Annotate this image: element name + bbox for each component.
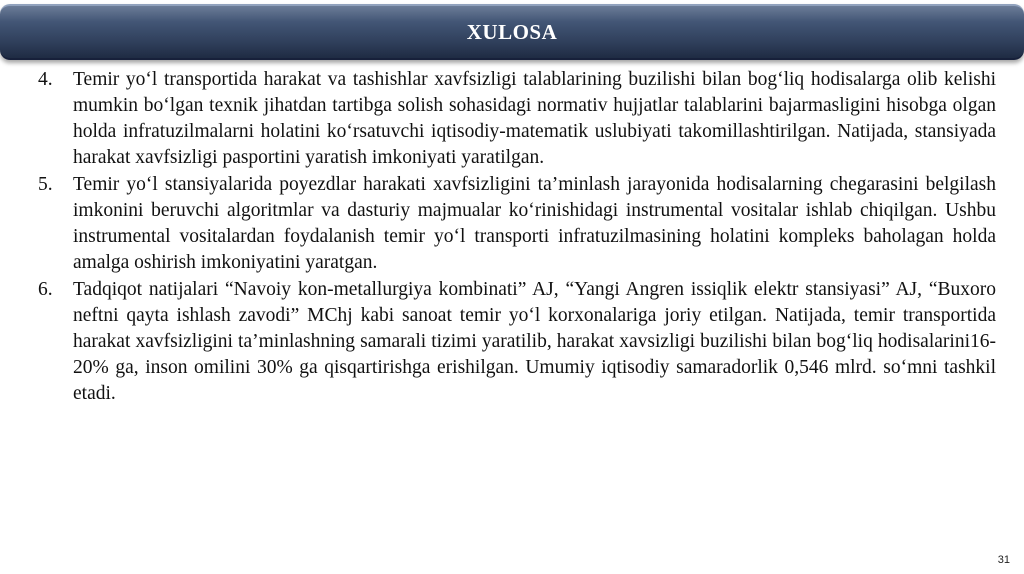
list-item-number: 5.	[38, 174, 53, 195]
page-number: 31	[997, 554, 1010, 566]
list-item-text: Temir yo‘l transportida harakat va tashishlar xavfsizligi talablarining buzilishi bilan bog‘liq hodisalarga olib kelishi mumkin bo‘lgan texnik jihatdan tartibga solish sohasidagi normativ hujjatlar talablarini bajarmasligini hisobga olgan holda infratuzilmalarni holatini ko‘rsatuvchi iqtisodiy-matematik uslubiyati takomillashtirilgan. Natijada, stansiyada harakat xavfsizligi pasportini yaratish imkoniyati yaratilgan.	[73, 69, 996, 168]
list-item-text: Tadqiqot natijalari “Navoiy kon-metallurgiya kombinati” AJ, “Yangi Angren issiqlik elektr stansiyasi” AJ, “Buxoro neftni qayta ishlash zavodi” MChj kabi sanoat temir yo‘l korxonalariga joriy etilgan. Natijada, temir transportida harakat xavfsizligini ta’minlashning samarali tizimi yaratilib, harakat xavsizligi buzilishi bilan bog‘liq hodisalarini16-20% ga, inson omilini 30% ga qisqartirishga erishilgan. Umumiy iqtisodiy samaradorlik 0,546 mlrd. so‘mni tashkil etadi.	[73, 279, 996, 404]
list-item-number: 4.	[38, 69, 53, 90]
list-item	[28, 67, 996, 171]
list-item	[28, 172, 996, 276]
slide-title: XULOSA	[466, 20, 558, 44]
list-item-number: 6.	[38, 279, 53, 300]
list-item-text: Temir yo‘l stansiyalarida poyezdlar harakati xavfsizligini ta’minlash jarayonida hodisalarning chegarasini belgilash imkonini beruvchi algoritmlar va dasturiy majmualar ko‘rinishidagi instrumental vositalar ishlab chiqilgan. Ushbu instrumental vositalardan foydalanish temir yo‘l transporti infratuzilmasining holatini kompleks baholagan holda amalga oshirish imkoniyatini yaratgan.	[73, 174, 996, 273]
conclusion-list	[28, 67, 996, 408]
list-item	[28, 277, 996, 407]
title-bar	[0, 4, 1024, 60]
